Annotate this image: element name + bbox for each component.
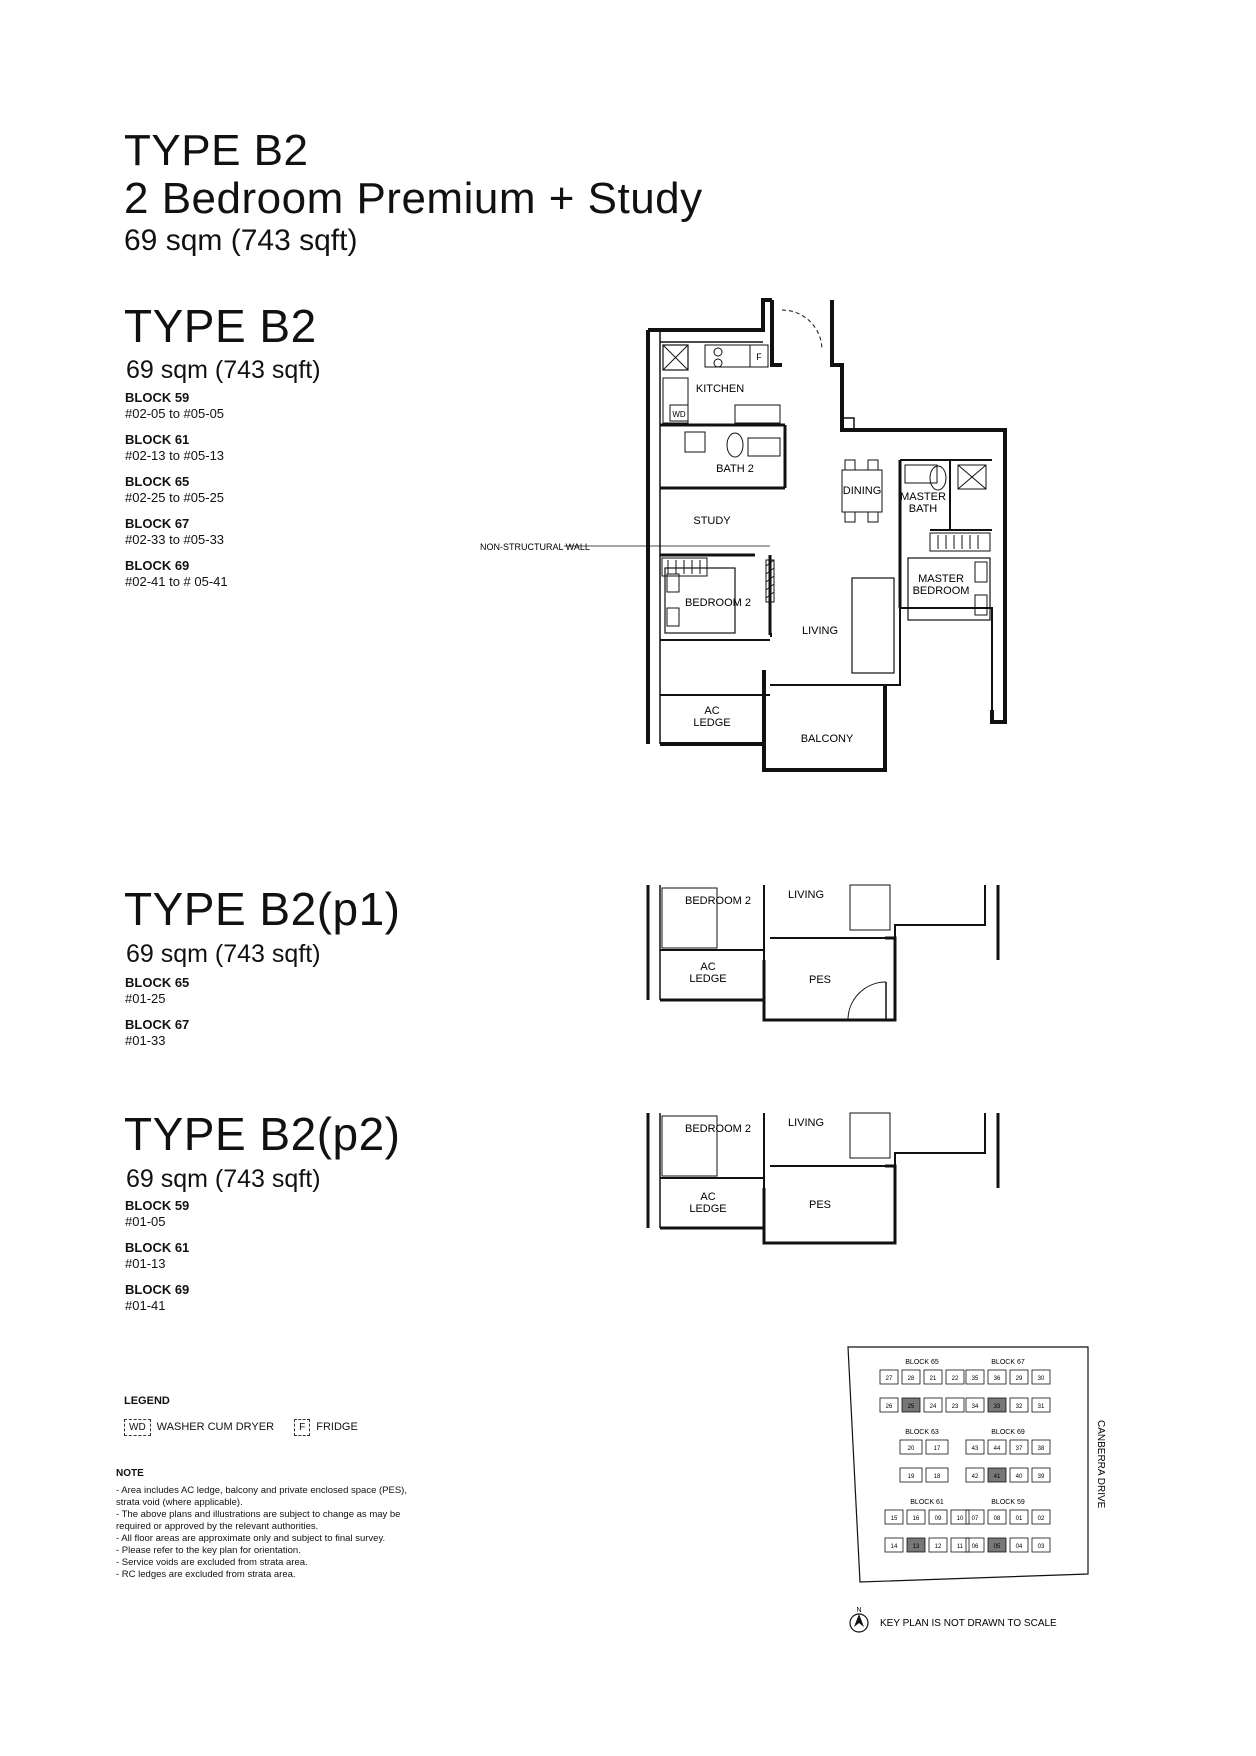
key-plan-unit-label: 16 — [912, 1516, 920, 1522]
floor-plan-walls — [648, 300, 1005, 770]
key-plan-unit-label: 39 — [1037, 1474, 1045, 1480]
block-name: BLOCK 67 — [125, 1017, 190, 1032]
living-label: LIVING — [787, 889, 825, 901]
notes-title: NOTE — [116, 1468, 144, 1479]
key-plan-unit-label: 08 — [993, 1516, 1001, 1522]
key-plan-unit-label: 18 — [933, 1474, 941, 1480]
key-plan-unit-label: 26 — [885, 1404, 893, 1410]
note-item: - The above plans and illustrations are subject to change as may be — [116, 1509, 401, 1520]
block-units: #02-33 to #05-33 — [125, 532, 225, 547]
key-plan-unit-label: 09 — [934, 1516, 942, 1522]
key-plan-unit-label: 21 — [929, 1376, 937, 1382]
key-plan-unit-label: 28 — [907, 1376, 915, 1382]
type-b2-heading: TYPE B2 — [124, 300, 317, 352]
page-area: 69 sqm (743 sqft) — [124, 224, 358, 257]
notes — [116, 1468, 476, 1581]
wardrobe-bedroom2 — [668, 560, 700, 574]
note-item: - RC ledges are excluded from strata area. — [116, 1569, 296, 1580]
key-plan-unit-label: 35 — [971, 1376, 979, 1382]
key-plan-block-label: BLOCK 69 — [991, 1429, 1025, 1436]
key-plan-unit-label: 10 — [956, 1516, 964, 1522]
key-plan-unit-label: 01 — [1015, 1516, 1023, 1522]
key-plan-unit-label: 07 — [971, 1516, 979, 1522]
balcony-label: BALCONY — [800, 733, 854, 745]
legend-wd-code: WD — [124, 1419, 151, 1436]
type-b2-p1-heading: TYPE B2(p1) — [124, 883, 401, 935]
key-plan-unit-label: 05 — [993, 1544, 1001, 1550]
key-plan-unit-label: 23 — [951, 1404, 959, 1410]
note-item: - All floor areas are approximate only and subject to final survey. — [116, 1533, 386, 1544]
block-name: BLOCK 67 — [125, 516, 190, 531]
type-b2-p2-heading: TYPE B2(p2) — [124, 1108, 401, 1160]
key-plan-unit-label: 12 — [934, 1544, 942, 1550]
key-plan-unit-label: 04 — [1015, 1544, 1023, 1550]
key-plan-unit-label: 42 — [971, 1474, 979, 1480]
type-b2-p2-area: 69 sqm (743 sqft) — [126, 1165, 321, 1193]
key-plan-unit-label: 25 — [907, 1404, 915, 1410]
key-plan-unit-label: 22 — [951, 1376, 959, 1382]
ac-ledge-label-2: LEDGE — [689, 973, 727, 985]
key-plan-unit-label: 15 — [890, 1516, 898, 1522]
ac-ledge-label-1: AC — [700, 1191, 716, 1203]
bedroom2-label: BEDROOM 2 — [684, 1123, 752, 1135]
legend-wd-label: WASHER CUM DRYER — [156, 1421, 275, 1433]
pes-label: PES — [808, 974, 832, 986]
block-name: BLOCK 69 — [125, 558, 190, 573]
bath2-label: BATH 2 — [716, 463, 754, 475]
note-item: - Service voids are excluded from strata area. — [116, 1557, 308, 1568]
key-plan-unit-label: 43 — [971, 1446, 979, 1452]
block-name: BLOCK 61 — [125, 1240, 190, 1255]
key-plan-unit-label: 13 — [912, 1544, 920, 1550]
key-plan-unit-label: 14 — [890, 1544, 898, 1550]
note-item: required or approved by the relevant authorities. — [116, 1521, 319, 1532]
road-label: CANBERRA DRIVE — [1095, 1420, 1106, 1509]
master-bedroom-label-1: MASTER — [918, 573, 964, 585]
living-label: LIVING — [787, 1117, 825, 1129]
wd-label: WD — [672, 410, 686, 419]
pes-label: PES — [808, 1199, 832, 1211]
key-plan-unit-label: 32 — [1015, 1404, 1023, 1410]
legend-fridge-code: F — [294, 1419, 310, 1436]
north-label: N — [856, 1607, 862, 1614]
block-name: BLOCK 61 — [125, 432, 190, 447]
page-title: TYPE B2 — [124, 126, 309, 175]
key-plan-unit-label: 37 — [1015, 1446, 1023, 1452]
type-b2-p1-block-list — [125, 975, 189, 1059]
key-plan-unit-label: 31 — [1037, 1404, 1045, 1410]
floor-plan-type-b2-p2 — [640, 1108, 1020, 1248]
key-plan-block-label: BLOCK 63 — [905, 1429, 939, 1436]
ac-ledge-label-1: AC — [700, 961, 716, 973]
key-plan-unit-label: 11 — [956, 1544, 964, 1550]
key-plan-unit-label: 02 — [1037, 1516, 1045, 1522]
key-plan-unit-label: 34 — [971, 1404, 979, 1410]
block-name: BLOCK 65 — [125, 975, 190, 990]
legend-items — [124, 1419, 358, 1436]
key-plan-unit-label: 24 — [929, 1404, 937, 1410]
living-label: LIVING — [801, 625, 839, 637]
key-plan-caption: KEY PLAN IS NOT DRAWN TO SCALE — [880, 1618, 1057, 1629]
block-units: #01-05 — [125, 1214, 166, 1229]
block-units: #02-25 to #05-25 — [125, 490, 225, 505]
key-plan-unit-label: 33 — [993, 1404, 1001, 1410]
note-item: - Area includes AC ledge, balcony and private enclosed space (PES), — [116, 1485, 407, 1496]
block-units: #02-41 to # 05-41 — [125, 574, 228, 589]
key-plan-unit-label: 06 — [971, 1544, 979, 1550]
floor-plan-type-b2 — [480, 290, 1040, 780]
note-item: - Please refer to the key plan for orientation. — [116, 1545, 301, 1556]
block-name: BLOCK 65 — [125, 474, 190, 489]
key-plan-unit-label: 19 — [907, 1474, 915, 1480]
key-plan-block-label: BLOCK 59 — [991, 1499, 1025, 1506]
key-plan-unit-label: 36 — [993, 1376, 1001, 1382]
type-b2-block-list — [125, 390, 228, 600]
kitchen-label: KITCHEN — [695, 383, 745, 395]
master-bath-label-1: MASTER — [900, 491, 946, 503]
legend — [124, 1395, 358, 1436]
type-b2-p1-area: 69 sqm (743 sqft) — [126, 940, 321, 968]
block-units: #02-05 to #05-05 — [125, 406, 225, 421]
key-plan-unit-label: 44 — [993, 1446, 1001, 1452]
key-plan-unit-label: 30 — [1037, 1376, 1045, 1382]
page-subtitle: 2 Bedroom Premium + Study — [124, 174, 703, 223]
legend-fridge-label: FRIDGE — [316, 1421, 358, 1433]
master-bedroom-label-2: BEDROOM — [912, 585, 970, 597]
fridge-label: F — [756, 352, 762, 362]
type-b2-area: 69 sqm (743 sqft) — [126, 356, 321, 384]
master-bath-label-2: BATH — [908, 503, 938, 515]
key-plan-unit-label: 17 — [933, 1446, 941, 1452]
dining-label: DINING — [842, 485, 882, 497]
bedroom2-label: BEDROOM 2 — [684, 597, 752, 609]
key-plan — [840, 1342, 1240, 1642]
ac-ledge-label-2: LEDGE — [693, 717, 731, 729]
legend-title: LEGEND — [124, 1395, 170, 1407]
key-plan-block-label: BLOCK 67 — [991, 1359, 1025, 1366]
block-units: #01-33 — [125, 1033, 166, 1048]
key-plan-unit-label: 29 — [1015, 1376, 1023, 1382]
block-units: #02-13 to #05-13 — [125, 448, 225, 463]
key-plan-block-label: BLOCK 61 — [910, 1499, 944, 1506]
key-plan-unit-label: 40 — [1015, 1474, 1023, 1480]
key-plan-unit-label: 41 — [993, 1474, 1001, 1480]
ac-ledge-label-2: LEDGE — [689, 1203, 727, 1215]
key-plan-unit-label: 27 — [885, 1376, 893, 1382]
type-b2-p2-block-list — [125, 1198, 189, 1324]
block-units: #01-41 — [125, 1298, 166, 1313]
key-plan-block-label: BLOCK 65 — [905, 1359, 939, 1366]
block-name: BLOCK 59 — [125, 1198, 190, 1213]
study-label: STUDY — [693, 515, 731, 527]
block-units: #01-13 — [125, 1256, 166, 1271]
key-plan-unit-label: 20 — [907, 1446, 915, 1452]
block-name: BLOCK 69 — [125, 1282, 190, 1297]
non-structural-wall-label: NON-STRUCTURAL WALL — [480, 542, 590, 552]
key-plan-unit-label: 38 — [1037, 1446, 1045, 1452]
key-plan-unit-label: 03 — [1037, 1544, 1045, 1550]
ac-ledge-label-1: AC — [704, 705, 720, 717]
note-item: strata void (where applicable). — [116, 1497, 243, 1508]
bedroom2-label: BEDROOM 2 — [684, 895, 752, 907]
floor-plan-type-b2-p1 — [640, 880, 1020, 1035]
block-name: BLOCK 59 — [125, 390, 190, 405]
block-units: #01-25 — [125, 991, 166, 1006]
